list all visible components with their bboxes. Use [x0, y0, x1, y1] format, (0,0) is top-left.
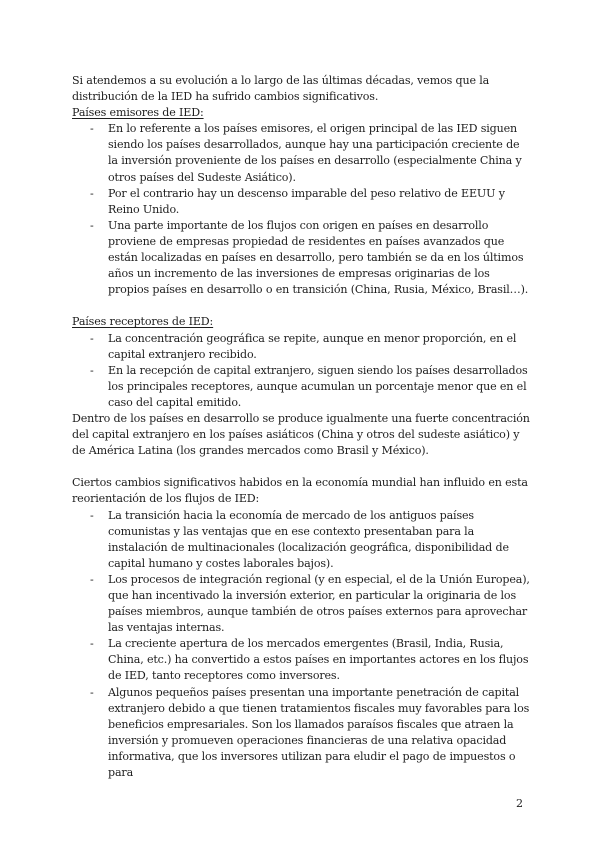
bullet-dash: -: [90, 218, 94, 232]
receptores-heading: Países receptores de IED:: [72, 315, 214, 329]
bullet-dash: -: [90, 508, 94, 522]
list-item-text: Los procesos de integración regional (y en especial, el de la Unión Europea), que han incentivado la inversión exterior, en particular la originaria de los países miembros, aunque también de otros países externos para aprovechar las ventajas internas.: [108, 572, 530, 635]
page-number: 2: [516, 797, 524, 810]
list-item: [72, 508, 532, 572]
list-item-text: Una parte importante de los flujos con origen en países en desarrollo proviene de empresas propiedad de residentes en países avanzados que están localizadas en países en desarrollo, pero también se da en los últimos años un incremento de las inversiones de empresas originarias de los propios países en desarrollo o en transición (China, Rusia, México, Brasil…).: [108, 218, 529, 297]
bullet-dash: -: [90, 122, 94, 136]
bullet-dash: -: [90, 186, 94, 200]
receptores-closing-paragraph: Dentro de los países en desarrollo se produce igualmente una fuerte concentración del capital extranjero en los países asiáticos (China y otros del sudeste asiático) y de América Latina (los grandes mercados como Brasil y México).: [72, 411, 530, 458]
bullet-dash: -: [90, 572, 94, 586]
list-item: [72, 363, 532, 411]
document-page: [72, 73, 532, 781]
cambios-intro-paragraph: Ciertos cambios significativos habidos en la economía mundial han influido en esta reorientación de los flujos de IED:: [72, 476, 528, 506]
list-item-text: Por el contrario hay un descenso imparable del peso relativo de EEUU y Reino Unido.: [108, 186, 505, 216]
list-item-text: En lo referente a los países emisores, el origen principal de las IED siguen siendo los países desarrollados, aunque hay una participación creciente de la inversión proveniente de los países en desarrollo (especialmente China y otros países del Sudeste Asiático).: [108, 122, 522, 184]
bullet-dash: -: [90, 685, 94, 699]
list-item-text: La transición hacia la economía de mercado de los antiguos países comunistas y las ventajas que en ese contexto presentaban para la instalación de multinacionales (localización geográfica, disponibilidad de capital humano y costes laborales bajos).: [108, 508, 509, 570]
list-item: [72, 685, 532, 782]
bullet-dash: -: [90, 331, 94, 345]
emisores-list: [72, 121, 532, 298]
list-item: [72, 186, 532, 218]
bullet-dash: -: [90, 363, 94, 377]
list-item-text: En la recepción de capital extranjero, siguen siendo los países desarrollados los principales receptores, aunque acumulan un porcentaje menor que en el caso del capital emitido.: [108, 363, 528, 409]
list-item-text: La creciente apertura de los mercados emergentes (Brasil, India, Rusia, China, etc.) ha convertido a estos países en importantes actores en los flujos de IED, tanto receptores como inversores.: [108, 637, 529, 683]
list-item: [72, 331, 532, 363]
list-item: [72, 636, 532, 684]
cambios-list: [72, 508, 532, 782]
list-item-text: La concentración geográfica se repite, aunque en menor proporción, en el capital extranjero recibido.: [108, 331, 517, 361]
receptores-list: [72, 331, 532, 411]
spacer: [72, 459, 532, 475]
emisores-heading: Países emisores de IED:: [72, 106, 204, 120]
intro-paragraph: Si atendemos a su evolución a lo largo de las últimas décadas, vemos que la distribución de la IED ha sufrido cambios significativos.: [72, 74, 490, 104]
list-item: [72, 218, 532, 298]
list-item-text: Algunos pequeños países presentan una importante penetración de capital extranjero debido a que tienen tratamientos fiscales muy favorables para los beneficios empresariales. Son los llamados paraísos fiscales que atraen la inversión y promueven operaciones financieras de una relativa opacidad informativa, que los inversores utilizan para eludir el pago de impuestos o para: [108, 685, 530, 780]
spacer: [72, 298, 532, 314]
list-item: [72, 121, 532, 185]
bullet-dash: -: [90, 637, 94, 651]
list-item: [72, 572, 532, 636]
